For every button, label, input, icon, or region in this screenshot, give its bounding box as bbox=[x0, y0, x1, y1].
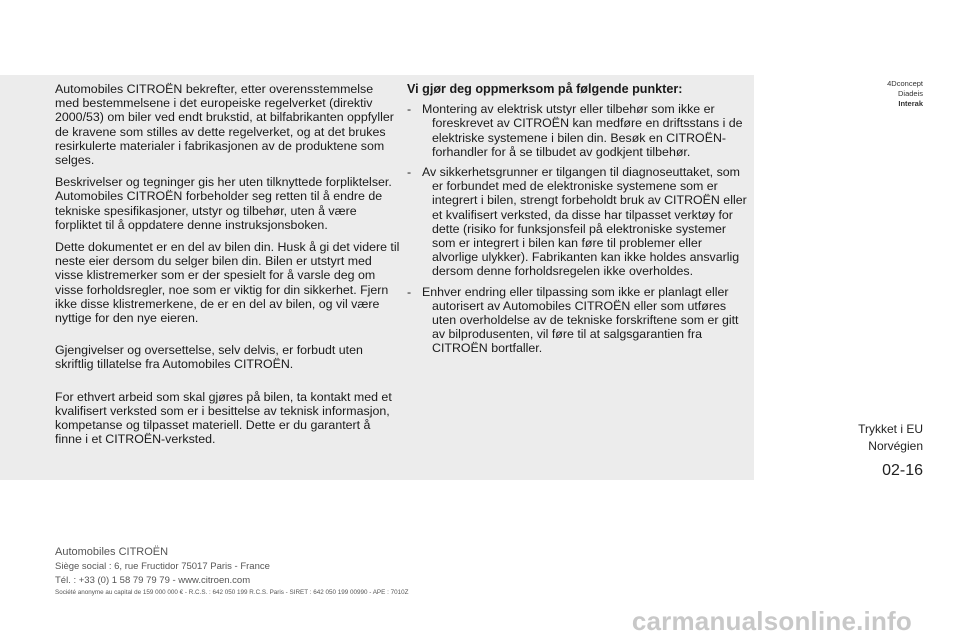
notice-item-text: Av sikkerhetsgrunner er tilgangen til diagnoseuttaket, som er forbundet med de elektroniske systemene som er integrert i bilen, strengt forbeholdt bruk av CITROËN eller et kvalifisert verksted, da disse har tilpasset verktøy for dette (risiko for funksjonsfeil på elektroniske systemer som er integrert i bilen kan føre til problemer eller alvorlige ulykker). Fabrikanten kan ikke holdes ansvarlig dersom denne forholdsregelen ikke overholdes. bbox=[422, 165, 747, 279]
paragraph-document: Dette dokumentet er en del av bilen din. Husk å gi det videre til neste eier dersom du selger bilen din. Bilen er utstyrt med visse klistremerker som er der spesielt for å varsle deg om visse forholdsregler, noe som er viktig for din sikkerhet. Fjern ikke disse klistremerkene, de er en del av bilen, og vil være nyttige for den nye eieren. bbox=[55, 240, 400, 326]
footer-address: Siège social : 6, rue Fructidor 75017 Paris - France bbox=[55, 561, 270, 572]
print-info bbox=[858, 421, 923, 455]
brand-line-interak: Interak bbox=[898, 99, 923, 108]
brand-line-4dconcept: 4Dconcept bbox=[887, 79, 923, 88]
paragraph-recycling: Automobiles CITROËN bekrefter, etter overensstemmelse med bestemmelsene i det europeiske regelverket (direktiv 2000/53) om biler ved endt brukstid, at bilfabrikanten oppfyller de kravene som stilles av dette regelverket, og at det brukes resirkulerte materialer i fabrikasjonen av de produktene som selges. bbox=[55, 82, 394, 168]
notice-item-text: Enhver endring eller tilpassing som ikke er planlagt eller autorisert av Automobiles CITROËN eller som utføres uten overholdelse av de tekniske forskriftene som er gitt av bilprodusenten, vil føre til at salgsgarantien fra CITROËN bortfaller. bbox=[422, 284, 739, 356]
paragraph-reproduction: Gjengivelser og oversettelse, selv delvis, er forbudt uten skriftlig tillatelse fra Automobiles CITROËN. bbox=[55, 343, 363, 372]
paragraph-descriptions: Beskrivelser og tegninger gis her uten tilknyttede forpliktelser. Automobiles CITROËN forbeholder seg retten til å endre de tekniske spesifikasjoner, utstyr og tilbehør, uten å være forpliktet til å oppdatere denne instruksjonsboken. bbox=[55, 175, 392, 232]
bullet-dash: - bbox=[407, 284, 412, 299]
right-column bbox=[407, 82, 747, 362]
bullet-dash: - bbox=[407, 102, 412, 117]
notice-item bbox=[407, 165, 747, 279]
notice-item-text: Montering av elektrisk utstyr eller tilbehør som ikke er foreskrevet av CITROËN kan medføre en driftsstans i de elektriske systemene i bilen din. Besøk en CITROËN-forhandler for å se tilbudet av godkjent tilbehør. bbox=[422, 102, 743, 159]
paragraph-workshop: For ethvert arbeid som skal gjøres på bilen, ta kontakt med et kvalifisert verksted som er i besittelse av teknisk informasjon, kompetanse og tilpasset materiell. Dette er du garantert å finne i et CITROËN-verksted. bbox=[55, 389, 392, 447]
printed-in: Trykket i EU bbox=[858, 422, 923, 436]
notice-item bbox=[407, 102, 747, 159]
notice-item bbox=[407, 285, 747, 356]
publisher-credits bbox=[887, 79, 923, 109]
notice-heading: Vi gjør deg oppmerksom på følgende punkter: bbox=[407, 82, 683, 96]
footer-phone: Tél. : +33 (0) 1 58 79 79 79 - www.citroen.com bbox=[55, 575, 251, 586]
footer-company: Automobiles CITROËN bbox=[55, 546, 169, 558]
brand-line-diadeis: Diadeis bbox=[897, 89, 923, 98]
footer-legal: Société anonyme au capital de 159 000 000 € - R.C.S. : 642 050 199 R.C.S. Paris - SIRET : 642 050 199 00990 - APE : 7010Z bbox=[55, 589, 409, 596]
watermark: carmanualsonline.info bbox=[631, 606, 912, 636]
bullet-dash: - bbox=[407, 165, 412, 180]
left-column bbox=[55, 82, 400, 454]
page-number: 02-16 bbox=[882, 462, 923, 479]
language-label: Norvégien bbox=[868, 439, 923, 453]
footer bbox=[55, 545, 408, 598]
